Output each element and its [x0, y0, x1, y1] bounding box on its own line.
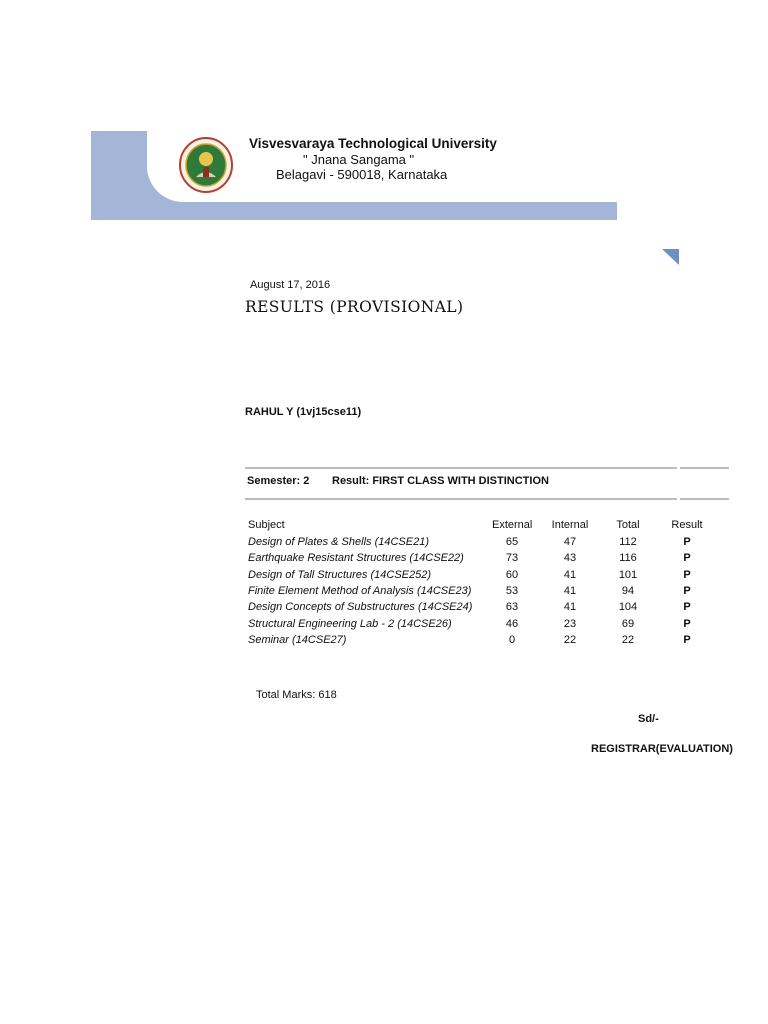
header-total: Total [616, 519, 640, 531]
row-total: 112 [619, 536, 637, 548]
row-external: 65 [505, 536, 519, 548]
row-subject: Design Concepts of Substructures (14CSE24) [248, 601, 473, 613]
signature-mark: Sd/- [638, 713, 659, 725]
student-name: RAHUL Y (1vj15cse11) [245, 406, 362, 418]
divider [245, 467, 677, 469]
row-internal: 41 [563, 569, 577, 581]
row-result: P [683, 634, 691, 646]
row-result: P [683, 585, 691, 597]
row-external: 46 [505, 618, 519, 630]
header-external: External [492, 519, 533, 531]
corner-triangle-icon [662, 249, 679, 265]
row-subject: Design of Tall Structures (14CSE252) [248, 569, 432, 581]
row-total: 116 [619, 552, 637, 564]
row-subject: Seminar (14CSE27) [248, 634, 347, 646]
row-result: P [683, 552, 691, 564]
divider [245, 498, 677, 500]
signatory-title: REGISTRAR(EVALUATION) [591, 743, 733, 755]
row-result: P [683, 569, 691, 581]
row-external: 63 [505, 601, 519, 613]
page-title: RESULTS (PROVISIONAL) [245, 298, 464, 316]
row-total: 94 [621, 585, 635, 597]
header-subject: Subject [248, 519, 285, 531]
divider [680, 498, 729, 500]
row-subject: Design of Plates & Shells (14CSE21) [248, 536, 429, 548]
row-internal: 43 [563, 552, 577, 564]
row-subject: Finite Element Method of Analysis (14CSE23) [248, 585, 472, 597]
row-external: 73 [505, 552, 519, 564]
semester-label: Semester: 2 [247, 475, 310, 487]
university-name: Visvesvaraya Technological University [249, 136, 497, 151]
row-internal: 41 [563, 585, 577, 597]
row-total: 101 [618, 569, 638, 581]
document-date: August 17, 2016 [250, 279, 331, 291]
vtu-emblem-icon [179, 137, 233, 193]
row-external: 0 [508, 634, 516, 646]
header-internal: Internal [551, 519, 589, 531]
divider [680, 467, 729, 469]
row-internal: 23 [563, 618, 577, 630]
row-total: 22 [621, 634, 635, 646]
row-result: P [683, 601, 691, 613]
university-address: Belagavi - 590018, Karnataka [276, 167, 448, 182]
row-internal: 41 [563, 601, 577, 613]
university-motto: " Jnana Sangama " [303, 152, 415, 167]
row-subject: Structural Engineering Lab - 2 (14CSE26) [248, 618, 452, 630]
row-result: P [683, 618, 691, 630]
row-subject: Earthquake Resistant Structures (14CSE22) [248, 552, 464, 564]
row-external: 60 [505, 569, 519, 581]
row-total: 104 [618, 601, 638, 613]
row-result: P [683, 536, 691, 548]
result-label: Result: FIRST CLASS WITH DISTINCTION [332, 475, 549, 487]
total-marks: Total Marks: 618 [256, 689, 337, 701]
row-internal: 22 [563, 634, 577, 646]
header-result: Result [671, 519, 703, 531]
row-total: 69 [621, 618, 635, 630]
row-external: 53 [505, 585, 519, 597]
row-internal: 47 [563, 536, 577, 548]
